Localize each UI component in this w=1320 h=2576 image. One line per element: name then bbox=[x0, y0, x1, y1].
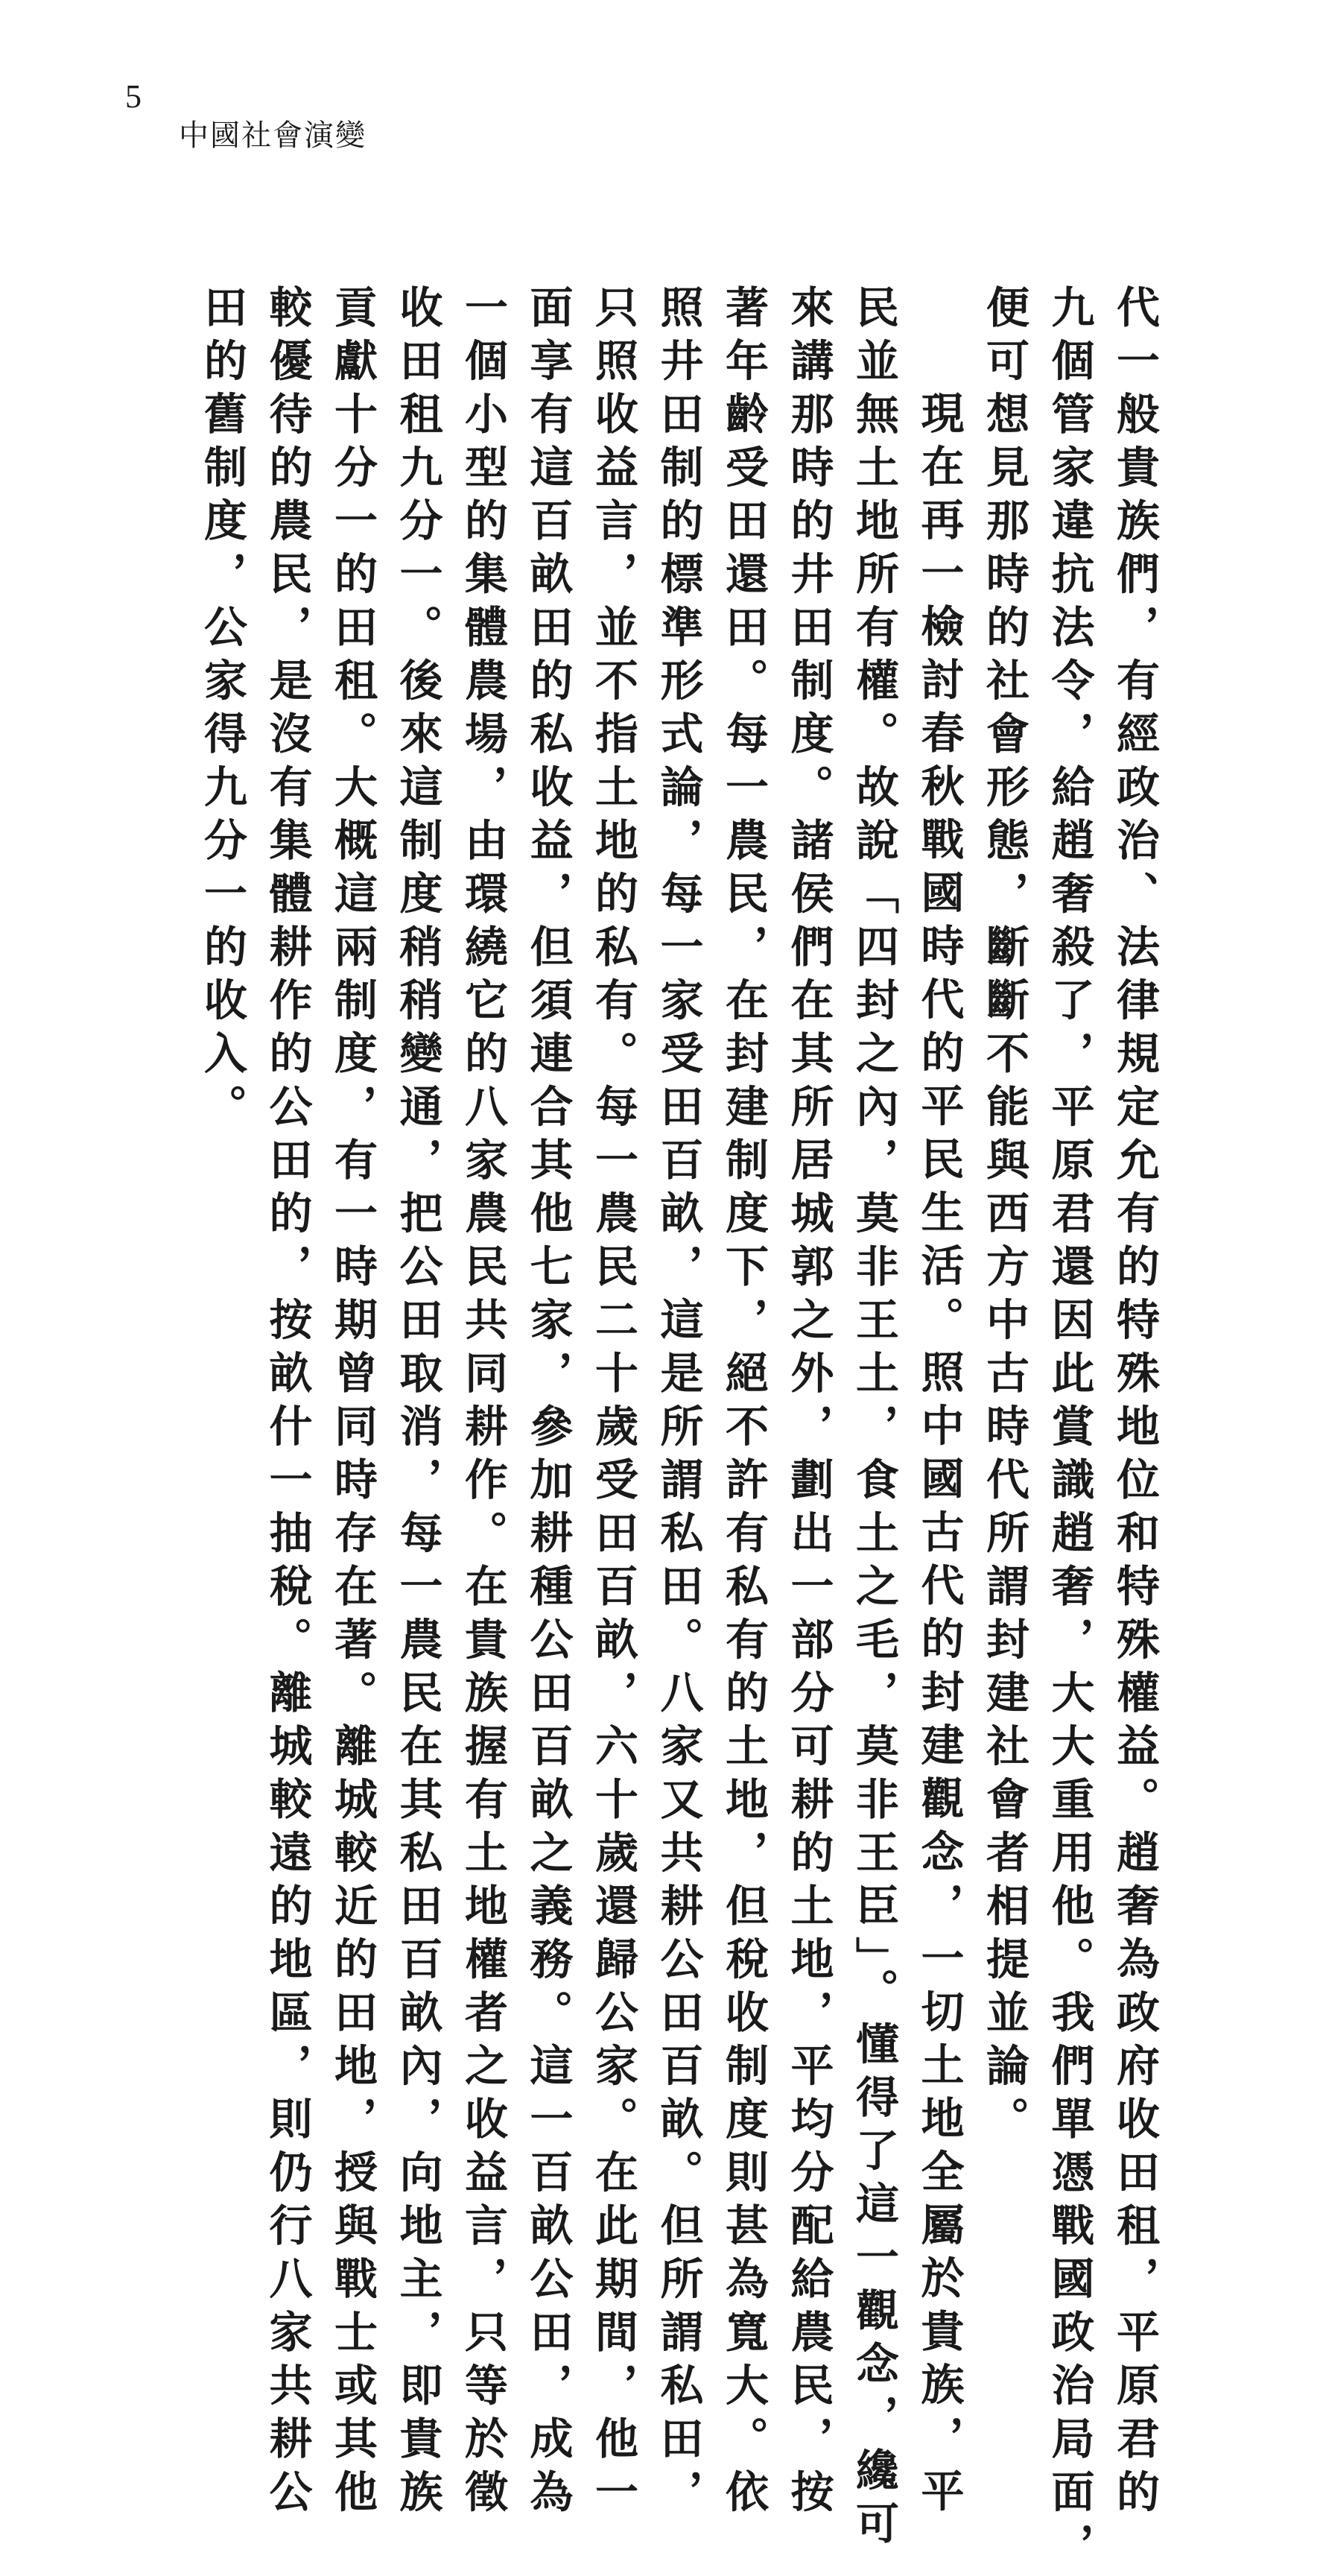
text-column: 面享有這百畝田的私收益，但須連合其他七家，參加耕種公田百畝之義務。這一百畝公田，成為 bbox=[522, 285, 574, 2522]
text-column: 貢獻十分一的田租。大概這兩制度，有一時期曾同時存在著。離城較近的田地，授與戰士或其他 bbox=[327, 285, 378, 2522]
text-column: 代一般貴族們，有經政治、法律規定允有的特殊地位和特殊權益。趙奢為政府收田租，平原君的 bbox=[1109, 285, 1160, 2522]
text-column: 來講那時的井田制度。諸侯們在其所居城郭之外，劃出一部分可耕的土地，平均分配給農民，按 bbox=[783, 285, 834, 2522]
text-column: 只照收益言，並不指土地的私有。每一農民二十歲受田百畝，六十歲還歸公家。在此期間，他一 bbox=[588, 285, 638, 2522]
text-column: 一個小型的集體農場，由環繞它的八家農民共同耕作。在貴族握有土地權者之收益言，只等於徵 bbox=[457, 285, 508, 2522]
text-column: 收田租九分一。後來這制度稍稍變通，把公田取消，每一農民在其私田百畝內，向地主，即貴族 bbox=[392, 285, 443, 2522]
text-column: 便可想見那時的社會形態，斷斷不能與西方中古時代所謂封建社會者相提並論。 bbox=[979, 285, 1029, 2150]
text-column: 民並無土地所有權。故說「四封之內，莫非王土，食土之毛，莫非王臣」。懂得了這一觀念，纔可 bbox=[848, 285, 899, 2554]
text-column: 著年齡受田還田。每一農民，在封建制度下，絕不許有私有的土地，但稅收制度則甚為寬大。依 bbox=[718, 285, 769, 2522]
text-column: 田的舊制度，公家得九分一的收入。 bbox=[197, 285, 247, 1137]
text-column: 照井田制的標準形式論，每一家受田百畝，這是所謂私田。八家又共耕公田百畝。但所謂私田， bbox=[653, 285, 704, 2522]
text-column: 九個管家違抗法令，給趙奢殺了，平原君還因此賞識趙奢，大大重用他。我們單憑戰國政治局面， bbox=[1044, 285, 1095, 2576]
text-column: 較優待的農民，是沒有集體耕作的公田的，按畝什一抽稅。離城較遠的地區，則仍行八家共耕公 bbox=[261, 285, 313, 2522]
body-text bbox=[189, 285, 1167, 2576]
running-header-title: 中國社會演變 bbox=[179, 118, 367, 153]
page-number: 5 bbox=[125, 78, 142, 115]
paragraph-start-column: 現在再一檢討春秋戰國時代的平民生活。照中國古代的封建觀念，一切土地全屬於貴族，平 bbox=[913, 390, 965, 2522]
